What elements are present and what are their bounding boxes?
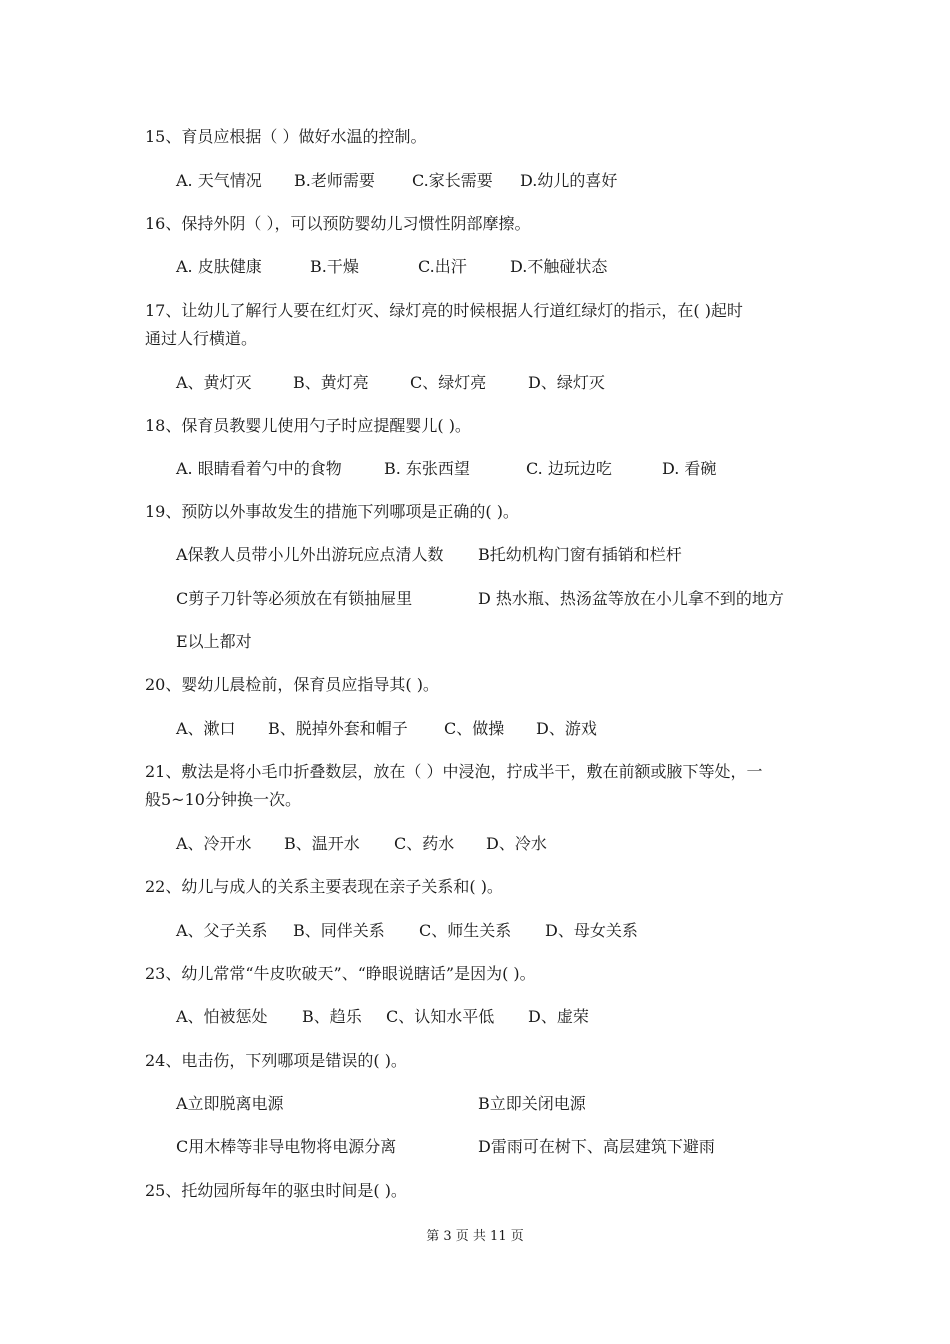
question-21-stem-line1: 21、敷法是将小毛巾折叠数层，放在（ ）中浸泡，拧成半干，敷在前额或腋下等处，一 bbox=[145, 762, 763, 781]
option-a: A、怕被惩处 bbox=[176, 1007, 268, 1026]
question-19-option-e: E以上都对 bbox=[176, 632, 252, 651]
option-b: B、黄灯亮 bbox=[293, 373, 369, 392]
option-b: B、趋乐 bbox=[302, 1007, 362, 1026]
question-19-option-a: A保教人员带小儿外出游玩应点清人数 bbox=[176, 545, 444, 564]
option-d: D、冷水 bbox=[486, 834, 547, 853]
option-b: B、同伴关系 bbox=[293, 921, 385, 940]
question-19-option-b: B托幼机构门窗有插销和栏杆 bbox=[478, 545, 682, 564]
option-c: C. 边玩边吃 bbox=[526, 459, 612, 478]
option-a: A、冷开水 bbox=[176, 834, 252, 853]
option-c: C.出汗 bbox=[418, 257, 467, 276]
question-15-stem: 15、育员应根据（ ）做好水温的控制。 bbox=[145, 127, 427, 146]
question-17-stem-line2: 通过人行横道。 bbox=[145, 329, 258, 348]
question-23-stem: 23、幼儿常常“牛皮吹破天”、“睁眼说瞎话”是因为( )。 bbox=[145, 964, 536, 983]
question-16-stem: 16、保持外阴（ ），可以预防婴幼儿习惯性阴部摩擦。 bbox=[145, 214, 531, 233]
question-24-option-a: A立即脱离电源 bbox=[176, 1094, 284, 1113]
option-b: B.干燥 bbox=[310, 257, 359, 276]
option-a: A. 眼睛看着勺中的食物 bbox=[176, 459, 342, 478]
option-a: A、漱口 bbox=[176, 719, 236, 738]
option-c: C.家长需要 bbox=[412, 171, 493, 190]
option-b: B、温开水 bbox=[284, 834, 360, 853]
option-a: A. 天气情况 bbox=[176, 171, 262, 190]
option-d: D.幼儿的喜好 bbox=[520, 171, 618, 190]
question-18-stem: 18、保育员教婴儿使用勺子时应提醒婴儿( )。 bbox=[145, 416, 471, 435]
option-d: D、虚荣 bbox=[528, 1007, 589, 1026]
option-d: D、母女关系 bbox=[545, 921, 638, 940]
option-d: D、绿灯灭 bbox=[528, 373, 605, 392]
question-24-option-d: D雷雨可在树下、高层建筑下避雨 bbox=[478, 1137, 715, 1156]
option-c: C、绿灯亮 bbox=[410, 373, 487, 392]
option-c: C、师生关系 bbox=[419, 921, 512, 940]
option-c: C、做操 bbox=[444, 719, 505, 738]
option-c: C、药水 bbox=[394, 834, 455, 853]
option-b: B、脱掉外套和帽子 bbox=[268, 719, 408, 738]
option-a: A、黄灯灭 bbox=[176, 373, 252, 392]
question-19-stem: 19、预防以外事故发生的措施下列哪项是正确的( )。 bbox=[145, 502, 519, 521]
page-number: 第 3 页 共 11 页 bbox=[426, 1229, 524, 1244]
question-21-stem-line2: 般5~10分钟换一次。 bbox=[145, 790, 301, 809]
question-19-option-d: D 热水瓶、热汤盆等放在小儿拿不到的地方 bbox=[478, 589, 784, 608]
option-a: A. 皮肤健康 bbox=[176, 257, 262, 276]
option-c: C、认知水平低 bbox=[386, 1007, 495, 1026]
option-d: D.不触碰状态 bbox=[510, 257, 608, 276]
option-d: D. 看碗 bbox=[662, 459, 717, 478]
question-19-option-c: C剪子刀针等必须放在有锁抽屉里 bbox=[176, 589, 413, 608]
option-b: B.老师需要 bbox=[294, 171, 375, 190]
question-22-stem: 22、幼儿与成人的关系主要表现在亲子关系和( )。 bbox=[145, 877, 503, 896]
option-a: A、父子关系 bbox=[176, 921, 268, 940]
question-20-stem: 20、婴幼儿晨检前，保育员应指导其( )。 bbox=[145, 675, 439, 694]
question-24-option-c: C用木棒等非导电物将电源分离 bbox=[176, 1137, 397, 1156]
question-24-stem: 24、电击伤，下列哪项是错误的( )。 bbox=[145, 1051, 407, 1070]
question-17-stem-line1: 17、让幼儿了解行人要在红灯灭、绿灯亮的时候根据人行道红绿灯的指示，在( )起时 bbox=[145, 301, 743, 320]
option-b: B. 东张西望 bbox=[384, 459, 470, 478]
question-25-stem: 25、托幼园所每年的驱虫时间是( )。 bbox=[145, 1181, 407, 1200]
option-d: D、游戏 bbox=[536, 719, 597, 738]
question-24-option-b: B立即关闭电源 bbox=[478, 1094, 586, 1113]
